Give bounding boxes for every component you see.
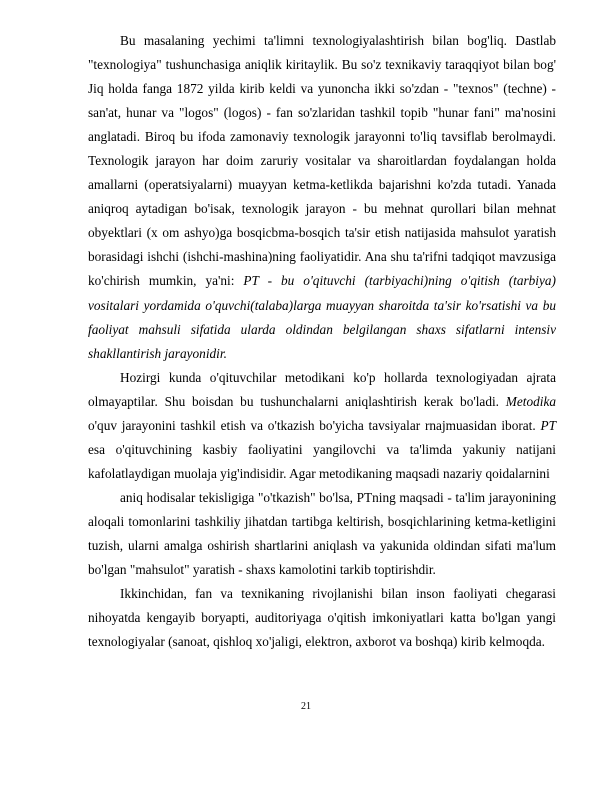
paragraph-3-text: aniq hodisalar tekisligiga "o'tkazish" bo'lsa, PTning maqsadi - ta'lim jarayonining aloqali tomonlarini tashkiliy jihatdan tartibga keltirish, bosqichlarining ketma-ketligini tuzish, ularni amalga oshirish shartlarini aniqlash va yakunida oldindan sifati ma'lum bo'lgan "mahsulot" yaratish - shaxs kamolotini tarkib toptirishdir.	[88, 489, 556, 578]
paragraph-2	[88, 366, 556, 486]
page-number: 21	[301, 701, 311, 712]
paragraph-2-text-continued: o'quv jarayonini tashkil etish va o'tkazish bo'yicha tavsiyalar rnajmuasidan iborat.	[88, 417, 541, 433]
paragraph-4	[88, 582, 556, 654]
paragraph-2-italic-term-metodika: Metodika	[505, 393, 556, 409]
body-text	[88, 29, 556, 654]
paragraph-1-italic-definition: PT - bu o'qituvchi (tarbiyachi)ning o'qitish (tarbiya) vositalari yordamida o'quvchi(talaba)larga muayyan sharoitda ta'sir ko'rsatishi va bu faoliyat mahsuli sifatida ularda oldindan belgilangan shaxs sifatlarni intensiv shakllantirish jarayonidir.	[88, 273, 556, 361]
paragraph-4-text: Ikkinchidan, fan va texnikaning rivojlanishi bilan inson faoliyati chegarasi nihoyatda kengayib boryapti, auditoriyaga o'qitish imkoniyatlari katta bo'lgan yangi texnologiyalar (sanoat, qishloq xo'jaligi, elektron, axborot va boshqa) kirib kelmoqda.	[88, 586, 556, 650]
paragraph-3	[88, 486, 556, 582]
paragraph-1-text: Bu masalaning yechimi ta'limni texnologiyalashtirish bilan bog'liq. Dastlab "texnologiya" tushunchasiga aniqlik kiritaylik. Bu so'z texnikaviy taraqqiyot bilan bog' Jiq holda fanga 1872 yilda kirib keldi va yunoncha ikki so'zdan - "texnos" (techne) - san'at, hunar va "logos" (logos) - fan so'zlaridan tashkil topib "hunar fani" ma'nosini anglatadi. Biroq bu ifoda zamonaviy texnologik jarayonni to'liq tavsiflab berolmaydi. Texnologik jarayon har doim zaruriy vositalar va sharoitlardan foydalangan holda amallarni (operatsiyalarni) muayyan ketma-ketlikda bajarishni ko'zda tutadi. Yanada aniqroq aytadigan bo'isak, texnologik jarayon - bu mehnat qurollari bilan mehnat obyektlari (x om ashyo)ga bosqicbma-bosqich ta'sir etish natijasida mahsulot yaratish borasidagi ishchi (ishchi-mashina)ning faoliyatidir. Ana shu ta'rifni tadqiqot mavzusiga ko'chirish mumkin, ya'ni:	[88, 33, 556, 289]
paragraph-2-text-end: esa o'qituvchining kasbiy faoliyatini yangilovchi va ta'limda yakuniy natijani kafolatlaydigan muolaja yig'indisidir. Agar metodikaning maqsadi nazariy qoidalarnini	[88, 441, 556, 481]
paragraph-2-italic-term-pt: PT	[540, 417, 556, 433]
paragraph-2-text: Hozirgi kunda o'qituvchilar metodikani ko'p hollarda texnologiyadan ajrata olmayaptilar. Shu boisdan bu tushunchalarni aniqlashtirish kerak bo'ladi.	[88, 369, 556, 409]
paragraph-1	[88, 29, 556, 366]
